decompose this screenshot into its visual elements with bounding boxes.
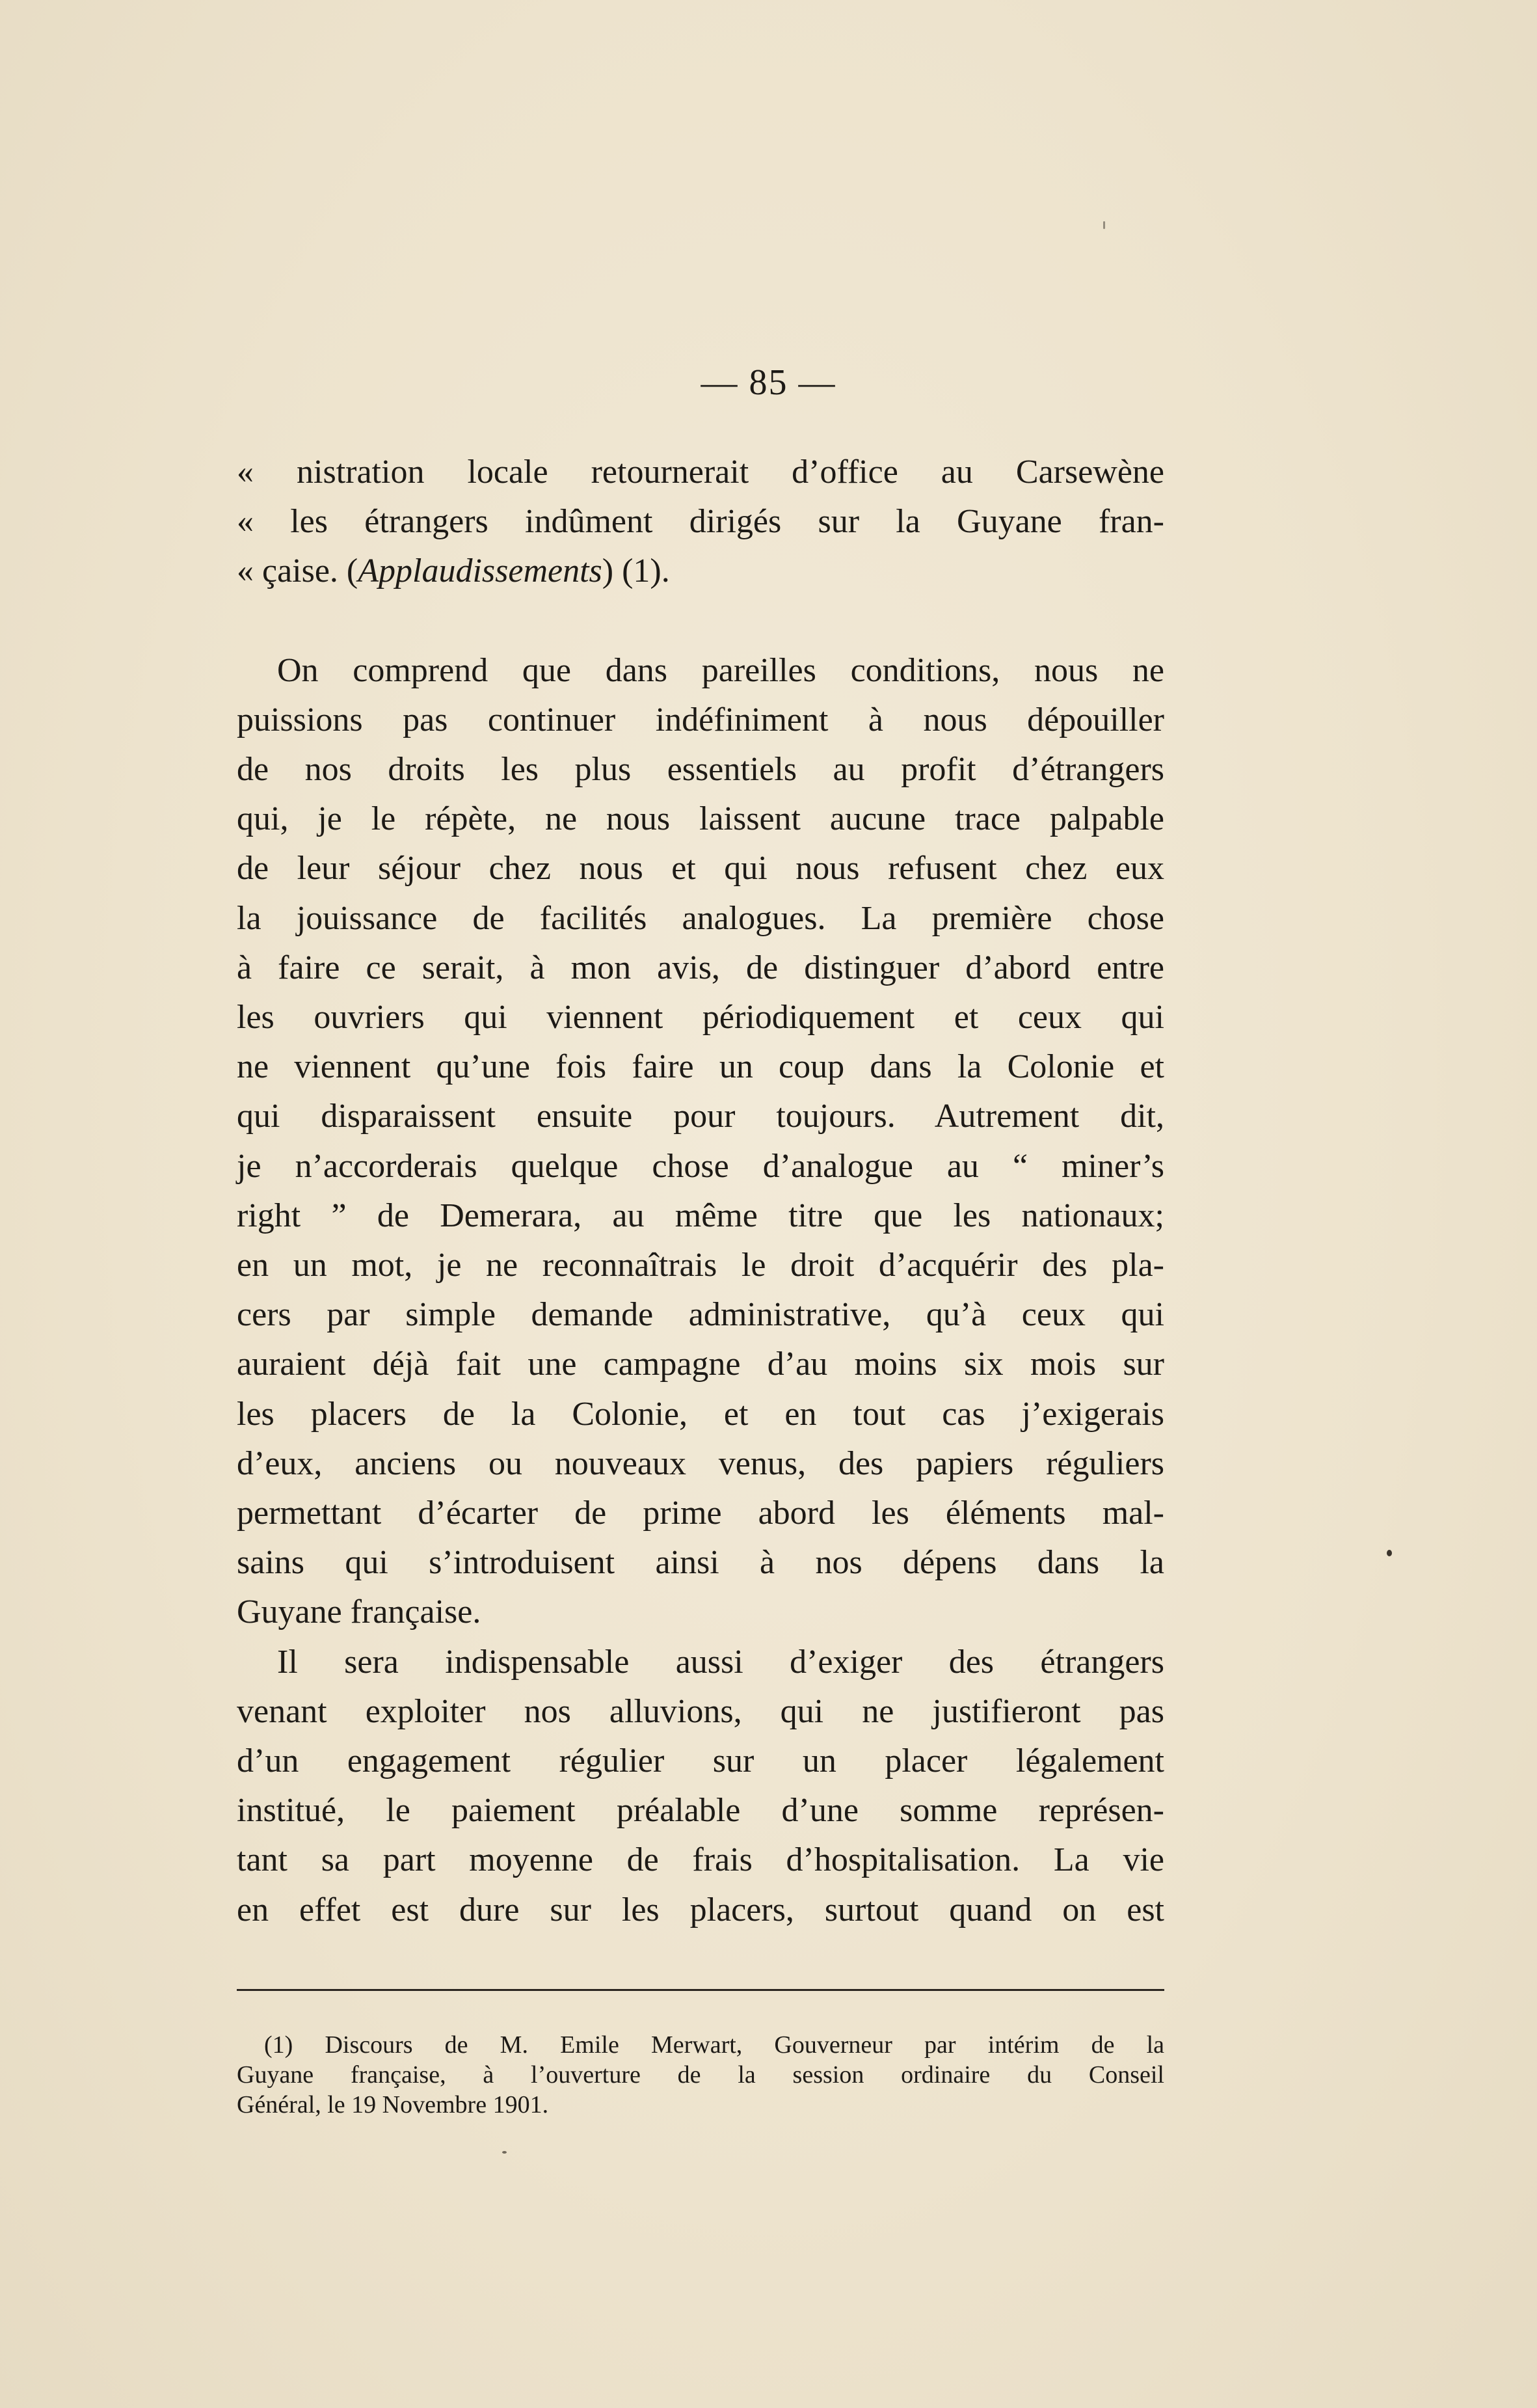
italic-applause: Applaudissements xyxy=(358,552,602,590)
paragraph-start: On comprend que dans pareilles conditions, nous ne xyxy=(277,651,1164,689)
text-line: right ” de Demerara, au même titre que les nationaux; xyxy=(237,1197,1164,1234)
text-line: « nistration locale retournerait d’office au Carsewène xyxy=(237,453,1164,491)
text-line: tant sa part moyenne de frais d’hospitalisation. La vie xyxy=(237,1841,1164,1879)
footnote-line: Général, le 19 Novembre 1901. xyxy=(237,2091,549,2118)
text-line: je n’accorderais quelque chose d’analogue au “ miner’s xyxy=(237,1147,1164,1185)
ink-speck xyxy=(1387,1550,1392,1556)
text-line: Guyane française. xyxy=(237,1593,481,1631)
text-line: qui disparaissent ensuite pour toujours. Autrement dit, xyxy=(237,1098,1164,1135)
footnote-line: (1) Discours de M. Emile Merwart, Gouverneur par intérim de la xyxy=(264,2031,1164,2059)
footnote-line: Guyane française, à l’ouverture de la session ordinaire du Conseil xyxy=(237,2061,1164,2089)
text-line: cers par simple demande administrative, qu’à ceux qui xyxy=(237,1296,1164,1334)
text-line: puissions pas continuer indéfiniment à nous dépouiller xyxy=(237,701,1164,738)
text-line: de nos droits les plus essentiels au profit d’étrangers xyxy=(237,751,1164,789)
ink-speck xyxy=(502,2151,507,2154)
text-line: auraient déjà fait une campagne d’au moins six mois sur xyxy=(237,1346,1164,1383)
text-line: d’eux, anciens ou nouveaux venus, des papiers réguliers xyxy=(237,1444,1164,1482)
text-line: en effet est dure sur les placers, surtout quand on est xyxy=(237,1891,1164,1928)
text-line: à faire ce serait, à mon avis, de distinguer d’abord entre xyxy=(237,949,1164,986)
text-line: permettant d’écarter de prime abord les éléments mal- xyxy=(237,1495,1164,1532)
text-line: ne viennent qu’une fois faire un coup dans la Colonie et xyxy=(237,1048,1164,1086)
text-line: en un mot, je ne reconnaîtrais le droit d’acquérir des pla- xyxy=(237,1247,1164,1284)
text-line: les ouvriers qui viennent périodiquement et ceux qui xyxy=(237,999,1164,1036)
text-line: qui, je le répète, ne nous laissent aucune trace palpable xyxy=(237,800,1164,838)
text-line: « les étrangers indûment dirigés sur la Guyane fran- xyxy=(237,503,1164,541)
text-line-quote-end: « çaise. (Applaudissements) (1). xyxy=(237,552,670,590)
paragraph-gap xyxy=(237,597,1164,646)
footnote-divider xyxy=(237,1989,1164,1991)
text-line: sains qui s’introduisent ainsi à nos dépens dans la xyxy=(237,1544,1164,1582)
text-line: la jouissance de facilités analogues. La première chose xyxy=(237,899,1164,937)
text-line: institué, le paiement préalable d’une somme représen- xyxy=(237,1792,1164,1830)
text-line: de leur séjour chez nous et qui nous refusent chez eux xyxy=(237,850,1164,887)
body-text xyxy=(237,448,1164,1935)
ink-speck xyxy=(1103,221,1105,229)
footnote xyxy=(237,2030,1164,2120)
text-line: venant exploiter nos alluvions, qui ne justifieront pas xyxy=(237,1692,1164,1730)
paragraph-start: Il sera indispensable aussi d’exiger des étrangers xyxy=(277,1643,1164,1681)
page-number: — 85 — xyxy=(701,362,836,403)
text-line: d’un engagement régulier sur un placer légalement xyxy=(237,1742,1164,1780)
text-line: les placers de la Colonie, et en tout cas j’exigerais xyxy=(237,1395,1164,1433)
